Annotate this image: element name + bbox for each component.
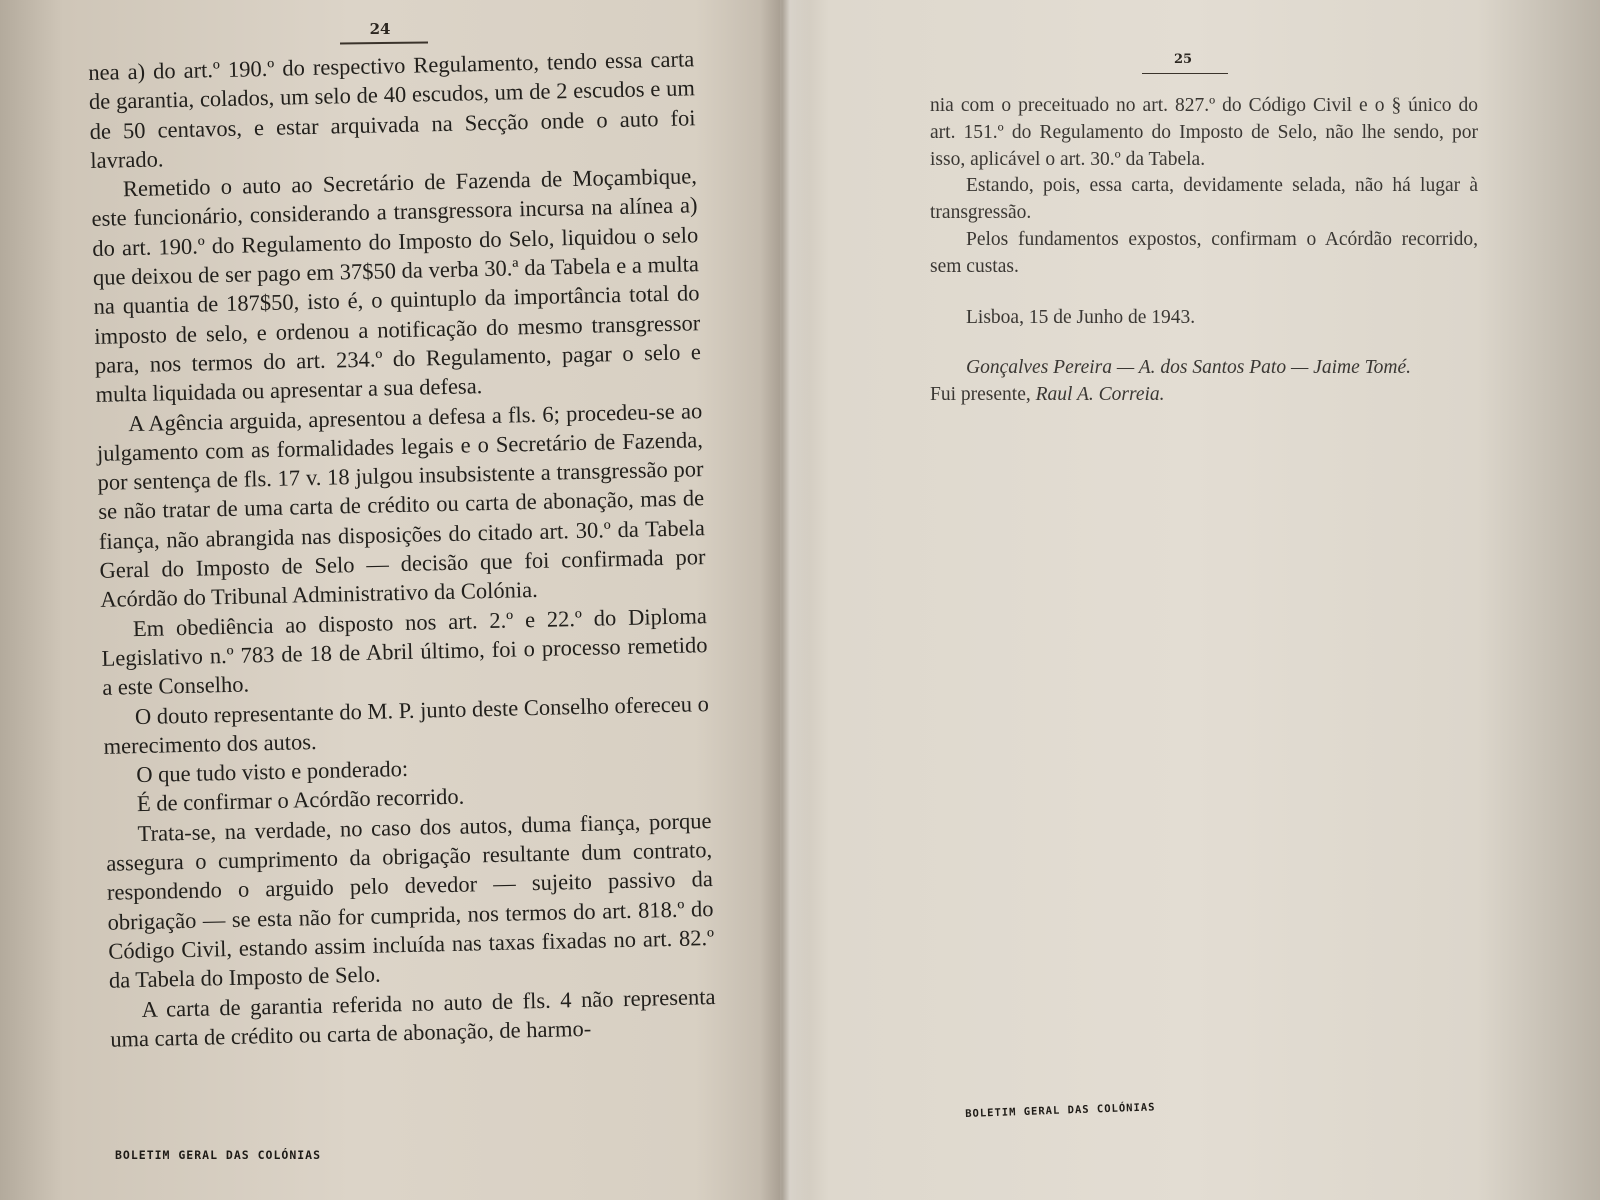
right-page-body <box>930 93 1478 409</box>
left-paragraph-4: Em obediência ao disposto nos art. 2.º e 22.º do Diploma Legislativo n.º 783 de 18 de Abril último, foi o processo remetido a este Conselho. <box>101 602 708 701</box>
left-paragraph-3: A Agência arguida, apresentou a defesa a fls. 6; procedeu-se ao julgamento com as formalidades legais e o Secretário de Fazenda, por sentença de fls. 17 v. 18 julgou insubsistente a transgressão por se não tratar de uma carta de crédito ou carta de abonação, mas de fiança, não abrangida nas disposições do citado art. 30.º da Tabela Geral do Imposto de Selo — decisão que foi confirmada por Acórdão do Tribunal Administrativo da Colónia. <box>96 397 706 613</box>
present-label: Fui presente, <box>930 384 1031 406</box>
signatures: Gonçalves Pereira — A. dos Santos Pato — Jaime Tomé. <box>966 357 1412 379</box>
left-paragraph-9: A carta de garantia referida no auto de fls. 4 não representa uma carta de crédito ou carta de abonação, de harmo- <box>109 983 716 1052</box>
present-name: Raul A. Correia. <box>1035 384 1165 406</box>
left-paragraph-2: Remetido o auto ao Secretário de Fazenda de Moçambique, este funcionário, considerando a transgressora incursa na alínea a) do art. 190.º do Regulamento do Imposto do Selo, liquidou o selo que deixou de ser pago em 37$50 da verba 30.ª da Tabela e a multa na quantia de 187$50, isto é, o quintuplo da importância total do imposto de selo, e ordenou a notificação do mesmo transgressor para, nos termos do art. 234.º do Regulamento, pagar o selo e multa liquidada ou apresentar a sua defesa. <box>91 163 702 408</box>
date-line: Lisboa, 15 de Junho de 1943. <box>966 306 1196 328</box>
left-paragraph-6: O que tudo visto e ponderado: <box>135 756 409 788</box>
right-page-number: 25 <box>1173 52 1193 67</box>
right-page-footer: BOLETIM GERAL DAS COLÓNIAS <box>965 1101 1156 1120</box>
left-paragraph-5: O douto representante do M. P. junto deste Conselho ofereceu o merecimento dos autos. <box>103 690 710 759</box>
left-page-number-rule <box>340 42 428 45</box>
left-paragraph-1: nea a) do art.º 190.º do respectivo Regulamento, tendo essa carta de garantia, colados, um selo de 40 escudos, um de 2 escudos e um de 50 centavos, e estar arquivada na Secção onde o auto foi lavrado. <box>88 46 696 173</box>
right-paragraph-1: nia com o preceituado no art. 827.º do Código Civil e o § único do art. 151.º do Regulamento do Imposto de Selo, não lhe sendo, por isso, aplicável o art. 30.º da Tabela. <box>930 95 1478 170</box>
left-paragraph-7: É de confirmar o Acórdão recorrido. <box>136 784 465 817</box>
right-paragraph-3: Pelos fundamentos expostos, confirmam o Acórdão recorrido, sem custas. <box>930 228 1478 277</box>
left-page-number: 24 <box>369 20 391 38</box>
left-page <box>0 0 790 1200</box>
left-paragraph-8: Trata-se, na verdade, no caso dos autos, duma fiança, porque assegura o cumprimento da obrigação resultante dum contrato, respondendo o arguido pelo devedor — sujeito passivo da obrigação — se esta não for cumprida, nos termos do art. 818.º do Código Civil, estando assim incluída nas taxas fixadas no art. 82.º da Tabela do Imposto de Selo. <box>105 807 715 993</box>
right-page <box>780 0 1600 1200</box>
right-paragraph-2: Estando, pois, essa carta, devidamente selada, não há lugar à transgressão. <box>930 175 1478 224</box>
left-page-footer: BOLETIM GERAL DAS COLÓNIAS <box>115 1148 322 1162</box>
right-page-number-rule <box>1142 73 1228 74</box>
present-line <box>930 382 1478 409</box>
left-page-body <box>88 44 716 1054</box>
